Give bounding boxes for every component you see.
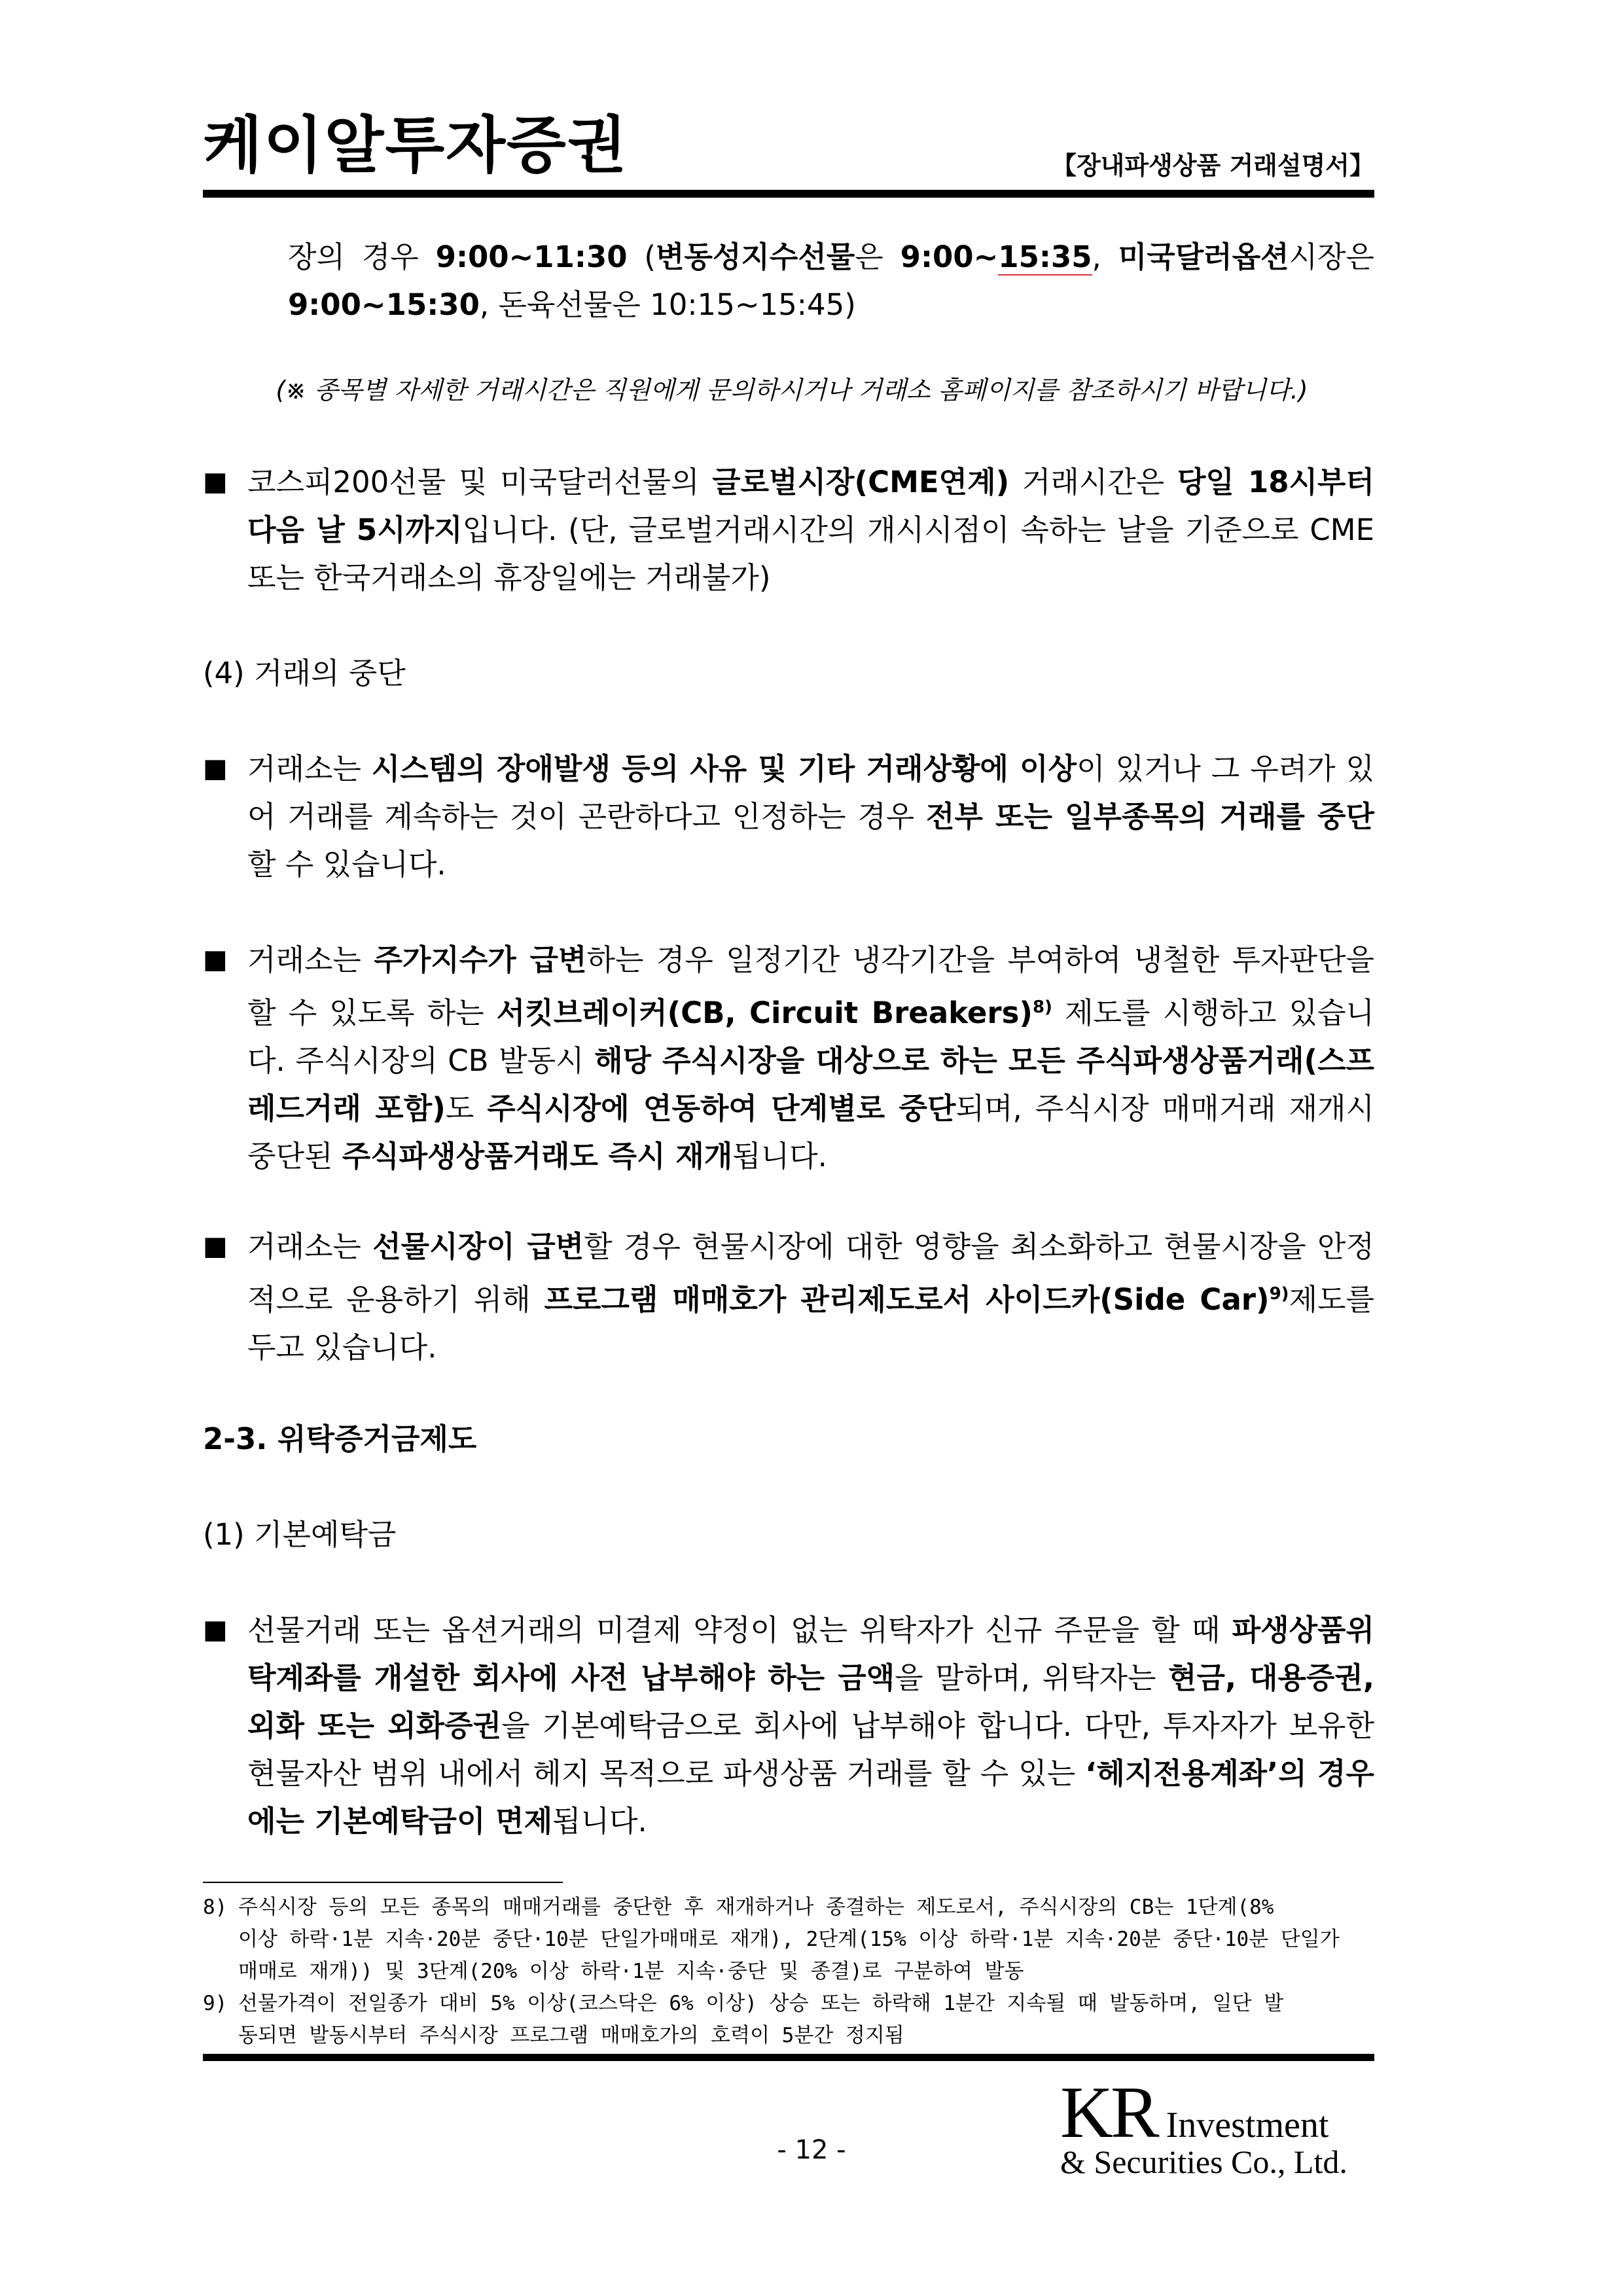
circuit-breaker-paragraph: 거래소는 주가지수가 급변하는 경우 일정기간 냉각기간을 부여하여 냉철한 투자판단을 할 수 있도록 하는 서킷브레이커(CB, Circuit Breakers)$^{8)}$ 제도를 시행하고 있습니다. 주식시장의 CB 발동시 해당 주식시장을 대상으로 하는 모든 주식파생상품거래(스프레드거래 포함)도 주식시장에 연동하여 단계별로 중단되며, 주식시장 매매거래 재개시 중단된 주식파생상품거래도 즉시 재개됩니다. bbox=[247, 942, 1375, 1174]
bullet-square-icon: ■ bbox=[203, 1615, 228, 1645]
footer-divider bbox=[203, 2054, 1374, 2061]
trading-hours-paragraph: 장의 경우 9:00~11:30 (변동성지수선물은 9:00~15:35, 미국달러옵션시장은 9:00~15:30, 돈육선물은 10:15~15:45) bbox=[288, 240, 1374, 322]
section-heading-4: (4) 거래의 중단 bbox=[203, 656, 406, 691]
global-market-paragraph: 코스피200선물 및 미국달러선물의 글로벌시장(CME연계) 거래시간은 당일 18시부터 다음 날 5시까지입니다. (단, 글로벌거래시간의 개시시점이 속하는 날을 기준으로 CME 또는 한국거래소의 휴장일에는 거래불가) bbox=[247, 465, 1374, 595]
logo-kr-mark: KR bbox=[1060, 2072, 1157, 2153]
bullet-square-icon: ■ bbox=[203, 467, 228, 497]
sidecar-paragraph: 거래소는 선물시장이 급변할 경우 현물시장에 대한 영향을 최소화하고 현물시장을 안정적으로 운용하기 위해 프로그램 매매호가 관리제도로서 사이드카(Side Car)$^{9)}$제도를 두고 있습니다. bbox=[247, 1229, 1374, 1365]
bullet-square-icon: ■ bbox=[203, 944, 228, 975]
section-heading-1: (1) 기본예탁금 bbox=[203, 1517, 397, 1552]
logo-securities-text: & Securities Co., Ltd. bbox=[1060, 2144, 1347, 2180]
basic-deposit-paragraph: 선물거래 또는 옵션거래의 미결제 약정이 없는 위탁자가 신규 주문을 할 때 파생상품위탁계좌를 개설한 회사에 사전 납부해야 하는 금액을 말하며, 위탁자는 현금, 대용증권, 외화 또는 외화증권을 기본예탁금으로 회사에 납부해야 합니다. 다만, 투자자가 보유한 현물자산 범위 내에서 헤지 목적으로 파생상품 거래를 할 수 있는 ‘헤지전용계좌’의 경우에는 기본예탁금이 면제됩니다. bbox=[247, 1613, 1375, 1839]
section-heading-2-3: 2-3. 위탁증거금제도 bbox=[203, 1422, 477, 1456]
document-type-label: 【장내파생상품 거래설명서】 bbox=[1051, 151, 1374, 180]
company-logo bbox=[1060, 2072, 1368, 2180]
footnote-ref-9: 9) bbox=[1269, 1284, 1289, 1304]
trading-halt-paragraph: 거래소는 시스템의 장애발생 등의 사유 및 기타 거래상황에 이상이 있거나 그 우려가 있어 거래를 계속하는 것이 곤란하다고 인정하는 경우 전부 또는 일부종목의 거래를 중단할 수 있습니다. bbox=[247, 751, 1374, 882]
footnote-9: 9) 선물가격이 전일종가 대비 5% 이상(코스닥은 6% 이상) 상승 또는 하락해 1분간 지속될 때 발동하며, 일단 발 동되면 발동시부터 주식시장 프로그램 매매호가의 호력이 5분간 정지됨 bbox=[203, 1992, 1284, 2047]
footnote-divider bbox=[203, 1882, 563, 1883]
bullet-square-icon: ■ bbox=[203, 1231, 228, 1261]
page-number: - 12 - bbox=[777, 2135, 846, 2165]
footnote-8: 8) 주식시장 등의 모든 종목의 매매거래를 중단한 후 재개하거나 종결하는 제도로서, 주식시장의 CB는 1단계(8% 이상 하락·1분 지속·20분 중단·10분 단일가매매로 재개), 2단계(15% 이상 하락·1분 지속·20분 중단·10분 단일가 매매로 재개)) 및 3단계(20% 이상 하락·1분 지속·중단 및 종결)로 구분하여 발동 bbox=[203, 1895, 1340, 1983]
logo-investment-text: Investment bbox=[1166, 2105, 1329, 2145]
bullet-square-icon: ■ bbox=[203, 753, 228, 783]
header-divider bbox=[203, 190, 1374, 198]
notice-text: (※ 종목별 자세한 거래시간은 직원에게 문의하시거나 거래소 홈페이지를 참조하시기 바랍니다.) bbox=[276, 376, 1308, 404]
spellcheck-underline: 15:35 bbox=[998, 240, 1092, 274]
footnote-ref-8: 8) bbox=[1032, 997, 1052, 1017]
brand-title: 케이알투자증권 bbox=[203, 110, 628, 181]
